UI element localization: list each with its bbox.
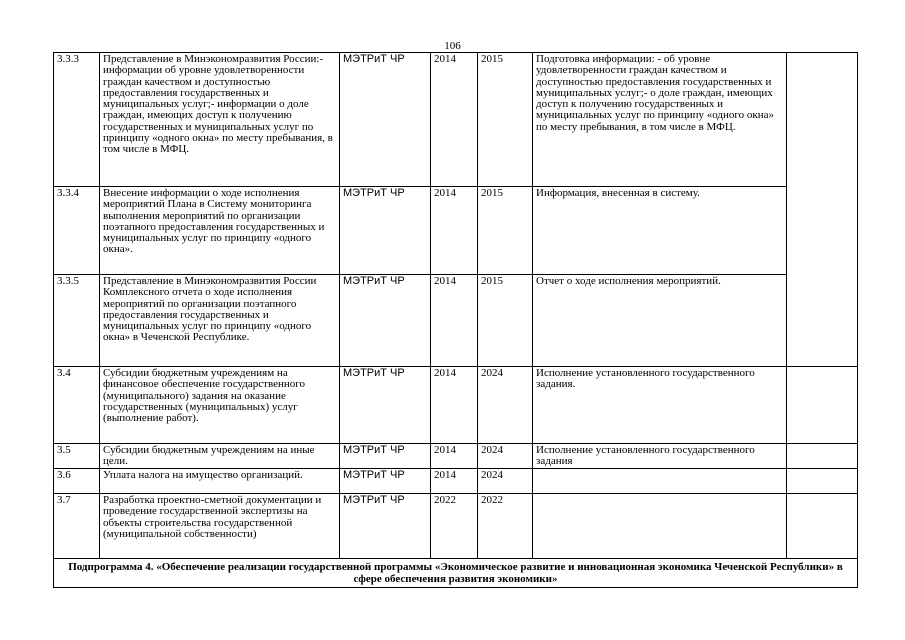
end-year: 2015 xyxy=(478,53,533,187)
expected-result: Исполнение установленного государственного задания. xyxy=(533,367,787,444)
table-row xyxy=(54,53,858,187)
executor: МЭТРиТ ЧР xyxy=(340,53,431,187)
table-row xyxy=(54,494,858,559)
row-number: 3.3.4 xyxy=(54,187,100,275)
row-number: 3.3.5 xyxy=(54,275,100,367)
expected-result: Подготовка информации: - об уровне удовлетворенности граждан качеством и доступностью предоставления государственных и муниципальных услуг;- о доле граждан, имеющих доступ к получению государственных и муниципальных услуг по принципу «одного окна» по месту пребывания, в том числе в МФЦ. xyxy=(533,53,787,187)
row-number: 3.5 xyxy=(54,444,100,469)
activity-name: Субсидии бюджетным учреждениям на финансовое обеспечение государственного (муниципального) задания на оказание государственных (муниципальных) услуг (выполнение работ). xyxy=(100,367,340,444)
expected-result: Отчет о ходе исполнения мероприятий. xyxy=(533,275,787,367)
executor: МЭТРиТ ЧР xyxy=(340,469,431,494)
expected-result: Информация, внесенная в систему. xyxy=(533,187,787,275)
start-year: 2014 xyxy=(431,275,478,367)
note-cell xyxy=(787,367,858,444)
executor: МЭТРиТ ЧР xyxy=(340,367,431,444)
end-year: 2022 xyxy=(478,494,533,559)
program-activities-table xyxy=(53,52,858,588)
table-row xyxy=(54,469,858,494)
expected-result xyxy=(533,469,787,494)
subprogram-row xyxy=(54,559,858,588)
start-year: 2014 xyxy=(431,367,478,444)
end-year: 2015 xyxy=(478,275,533,367)
page-number: 106 xyxy=(444,40,461,52)
start-year: 2022 xyxy=(431,494,478,559)
table-row xyxy=(54,367,858,444)
expected-result: Исполнение установленного государственного задания xyxy=(533,444,787,469)
executor: МЭТРиТ ЧР xyxy=(340,494,431,559)
end-year: 2024 xyxy=(478,469,533,494)
activity-name: Уплата налога на имущество организаций. xyxy=(100,469,340,494)
activity-name: Субсидии бюджетным учреждениям на иные цели. xyxy=(100,444,340,469)
activity-name: Представление в Минэкономразвития России Комплексного отчета о ходе исполнения мероприятий по организации поэтапного предоставления государственных и муниципальных услуг по принципу «одного окна» в Чеченской Республике. xyxy=(100,275,340,367)
row-number: 3.4 xyxy=(54,367,100,444)
note-cell xyxy=(787,469,858,494)
end-year: 2024 xyxy=(478,367,533,444)
note-cell xyxy=(787,53,858,367)
row-number: 3.3.3 xyxy=(54,53,100,187)
row-number: 3.7 xyxy=(54,494,100,559)
activity-name: Внесение информации о ходе исполнения мероприятий Плана в Систему мониторинга выполнения мероприятий по организации поэтапного предоставления государственных и муниципальных услуг по принципу «одного окна». xyxy=(100,187,340,275)
activity-name: Разработка проектно-сметной документации и проведение государственной экспертизы на объекты строительства государственной (муниципальной собственности) xyxy=(100,494,340,559)
end-year: 2015 xyxy=(478,187,533,275)
executor: МЭТРиТ ЧР xyxy=(340,187,431,275)
table-row xyxy=(54,444,858,469)
row-number: 3.6 xyxy=(54,469,100,494)
executor: МЭТРиТ ЧР xyxy=(340,444,431,469)
note-cell xyxy=(787,494,858,559)
note-cell xyxy=(787,444,858,469)
table-row xyxy=(54,187,858,275)
table-row xyxy=(54,275,858,367)
expected-result xyxy=(533,494,787,559)
start-year: 2014 xyxy=(431,469,478,494)
executor: МЭТРиТ ЧР xyxy=(340,275,431,367)
activity-name: Представление в Минэкономразвития России:- информации об уровне удовлетворенности граждан качеством и доступностью предоставления государственных и муниципальных услуг;- информации о доле граждан, имеющих доступ к получению государственных и муниципальных услуг по принципу «одного окна» по месту пребывания, в том числе в МФЦ. xyxy=(100,53,340,187)
start-year: 2014 xyxy=(431,444,478,469)
start-year: 2014 xyxy=(431,187,478,275)
subprogram-title: Подпрограмма 4. «Обеспечение реализации государственной программы «Экономическое развитие и инновационная экономика Чеченской Республики» в сфере обеспечения развития экономики» xyxy=(54,559,858,588)
end-year: 2024 xyxy=(478,444,533,469)
start-year: 2014 xyxy=(431,53,478,187)
